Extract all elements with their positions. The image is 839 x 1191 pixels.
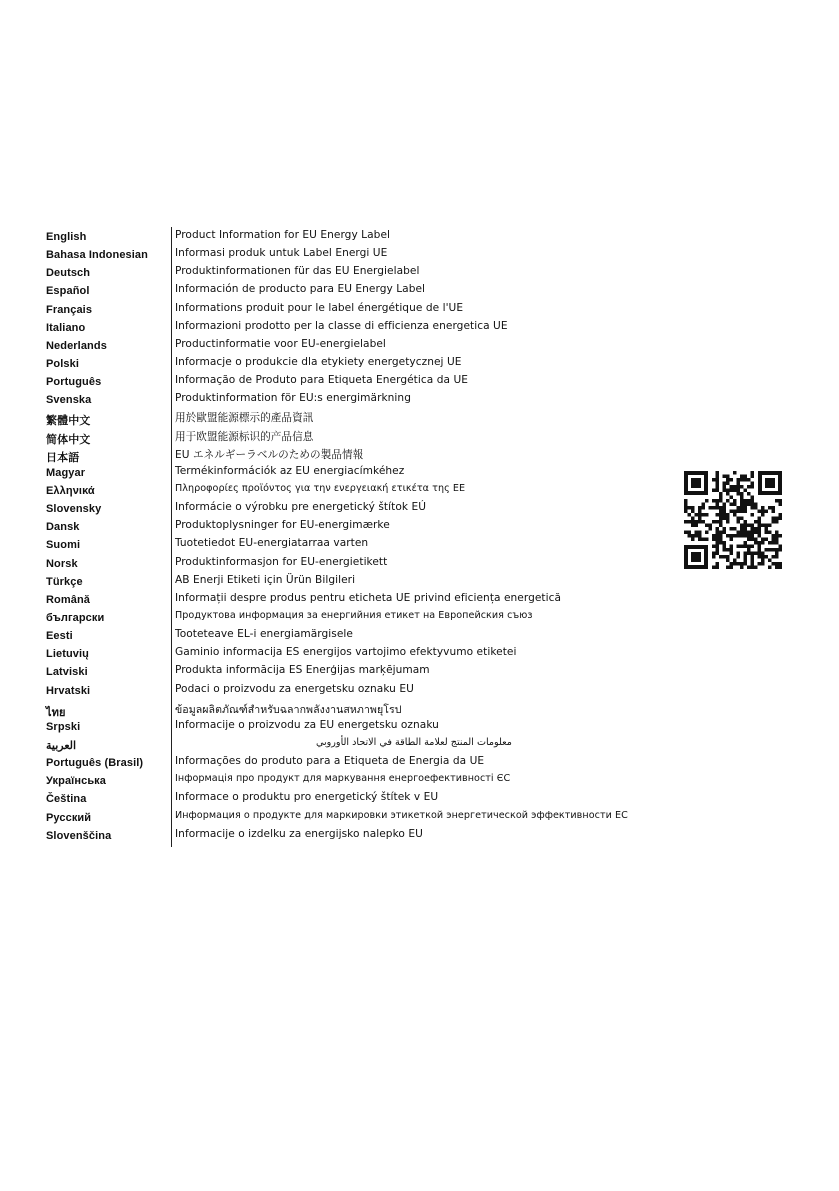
table-row xyxy=(46,517,646,535)
language-name: Nederlands xyxy=(46,339,107,352)
language-name: Dansk xyxy=(46,521,80,534)
product-info-text: معلومات المنتج لعلامة الطاقة في الاتحاد الأوروبي xyxy=(316,736,512,748)
product-info-text: Product Information for EU Energy Label xyxy=(175,229,391,241)
product-info-text: Informasi produk untuk Label Energi UE xyxy=(175,247,388,260)
language-name: Norsk xyxy=(46,557,78,570)
product-info-text: 用於歐盟能源標示的產品資訊 xyxy=(175,412,314,425)
language-name: Русский xyxy=(46,811,92,824)
language-name: Polski xyxy=(46,357,80,370)
language-name: 日本語 xyxy=(46,451,80,464)
table-row xyxy=(46,427,646,445)
product-info-text: Termékinformációk az EU energiacímkéhez xyxy=(175,464,405,477)
table-row xyxy=(46,608,646,626)
table-row xyxy=(46,590,646,608)
table-row xyxy=(46,771,646,789)
table-row xyxy=(46,753,646,771)
product-info-text: Produktinformationen für das EU Energielabel xyxy=(175,265,420,278)
language-name: Deutsch xyxy=(46,267,91,280)
language-name: Svenska xyxy=(46,394,92,407)
table-row xyxy=(46,445,646,463)
table-row xyxy=(46,644,646,662)
language-name: Português xyxy=(46,376,102,389)
table-row xyxy=(46,354,646,372)
language-name: ไทย xyxy=(46,706,66,719)
product-info-text: Продуктова информация за енергийния етикет на Европейския съюз xyxy=(175,609,533,621)
product-info-text: EU エネルギーラベルのための製品情報 xyxy=(175,448,364,461)
product-info-text: Podaci o proizvodu za energetsku oznaku EU xyxy=(175,682,414,695)
product-info-text: Gaminio informacija ES energijos vartojimo efektyvumo etiketei xyxy=(175,646,517,659)
language-name: Eesti xyxy=(46,630,73,643)
table-row xyxy=(46,572,646,590)
language-name: Latviski xyxy=(46,666,88,679)
table-row xyxy=(46,463,646,481)
product-info-text: Produktoplysninger for EU-energimærke xyxy=(175,519,390,532)
language-name: Français xyxy=(46,303,93,316)
language-name: Română xyxy=(46,593,90,606)
product-info-text: Informações do produto para a Etiqueta de Energia da UE xyxy=(175,755,485,768)
language-name: Italiano xyxy=(46,321,86,334)
language-name: Suomi xyxy=(46,539,81,552)
product-info-text: Информация о продукте для маркировки этикеткой энергетической эффективности ЕС xyxy=(175,809,628,821)
product-info-text: 用于欧盟能源标识的产品信息 xyxy=(175,430,314,443)
table-row xyxy=(46,681,646,699)
language-name: 繁體中文 xyxy=(46,415,91,428)
language-name: Ελληνικά xyxy=(46,484,95,497)
language-name: Srpski xyxy=(46,720,81,733)
product-info-text: Informations produit pour le label énergétique de l'UE xyxy=(175,301,464,314)
product-info-text: Tooteteave EL-i energiamärgisele xyxy=(175,628,353,641)
table-row xyxy=(46,662,646,680)
product-info-text: Tuotetiedot EU-energiatarraa varten xyxy=(175,537,369,550)
table-row xyxy=(46,408,646,426)
language-name: Português (Brasil) xyxy=(46,757,144,770)
language-name: Lietuvių xyxy=(46,648,89,661)
table-row xyxy=(46,336,646,354)
language-name: Čeština xyxy=(46,793,87,806)
table-row xyxy=(46,554,646,572)
table-row xyxy=(46,735,646,753)
table-row xyxy=(46,826,646,844)
table-row xyxy=(46,499,646,517)
table-row xyxy=(46,281,646,299)
table-row xyxy=(46,318,646,336)
language-name: Slovenščina xyxy=(46,829,112,842)
table-row xyxy=(46,789,646,807)
language-name: Bahasa Indonesian xyxy=(46,249,148,262)
product-info-text: Produktinformation för EU:s energimärkning xyxy=(175,392,411,405)
language-name: Українська xyxy=(46,775,107,788)
table-row xyxy=(46,699,646,717)
table-row xyxy=(46,808,646,826)
language-name: Hrvatski xyxy=(46,684,91,697)
language-name: English xyxy=(46,231,87,243)
table-row xyxy=(46,300,646,318)
product-info-text: Informazioni prodotto per la classe di efficienza energetica UE xyxy=(175,319,508,332)
product-info-text: Informacije o proizvodu za EU energetsku oznaku xyxy=(175,718,439,731)
language-name: Español xyxy=(46,285,90,298)
language-name: Slovensky xyxy=(46,503,102,516)
table-row xyxy=(46,263,646,281)
product-info-text: Informacije o izdelku za energijsko nalepko EU xyxy=(175,827,423,840)
product-info-text: Produktinformasjon for EU-energietikett xyxy=(175,555,388,568)
table-row xyxy=(46,717,646,735)
product-info-text: Produkta informācija ES Enerģijas marķējumam xyxy=(175,664,430,677)
product-info-text: Productinformatie voor EU-energielabel xyxy=(175,337,386,350)
product-info-text: Información de producto para EU Energy Label xyxy=(175,283,426,296)
product-info-text: Інформація про продукт для маркування енергоефективності ЄС xyxy=(175,773,511,785)
qr-code[interactable] xyxy=(684,471,782,569)
language-name: Magyar xyxy=(46,466,86,479)
product-info-text: AB Enerji Etiketi için Ürün Bilgileri xyxy=(175,573,356,586)
language-table xyxy=(46,227,646,844)
product-info-text: Informacje o produkcie dla etykiety energetycznej UE xyxy=(175,355,462,368)
table-row xyxy=(46,245,646,263)
table-row xyxy=(46,227,646,245)
product-info-text: Informácie o výrobku pre energetický štítok EÚ xyxy=(175,501,426,514)
language-name: български xyxy=(46,611,105,624)
product-info-text: Informação de Produto para Etiqueta Energética da UE xyxy=(175,374,468,387)
table-row xyxy=(46,390,646,408)
table-row xyxy=(46,372,646,390)
language-name: 简体中文 xyxy=(46,433,91,446)
table-row xyxy=(46,626,646,644)
product-info-text: ข้อมูลผลิตภัณฑ์สำหรับฉลากพลังงานสหภาพยุโรป xyxy=(175,703,402,716)
language-name: Türkçe xyxy=(46,575,83,588)
product-info-text: Πληροφορίες προϊόντος για την ενεργειακή ετικέτα της ΕΕ xyxy=(175,482,466,494)
language-name: العربية xyxy=(46,739,77,752)
table-row xyxy=(46,481,646,499)
product-info-text: Informace o produktu pro energetický štítek v EU xyxy=(175,791,439,804)
table-row xyxy=(46,535,646,553)
product-info-text: Informații despre produs pentru eticheta UE privind eficiența energetică xyxy=(175,591,562,604)
